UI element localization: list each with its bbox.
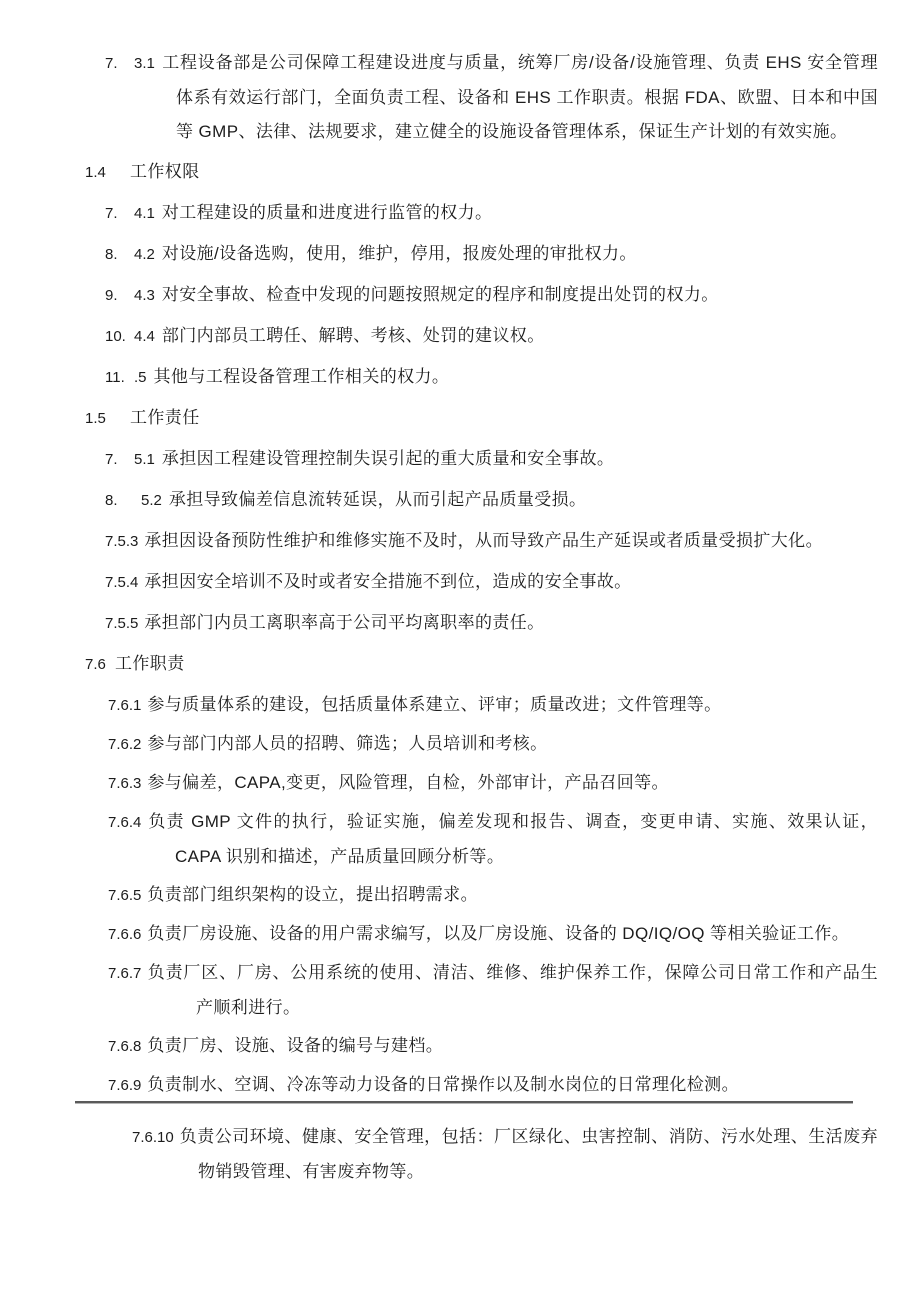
list-number: 7. xyxy=(105,451,118,468)
clause-number: 4.4 xyxy=(134,328,155,345)
list-item-4-4 xyxy=(0,319,878,354)
clause-text: 参与偏差，CAPA,变更，风险管理，自检，外部审计，产品召回等。 xyxy=(147,773,669,792)
section-heading-7-6 xyxy=(85,647,878,682)
clause-text: 负责 GMP 文件的执行，验证实施，偏差发现和报告、调查，变更申请、实施、效果认证，CAPA 识别和描述，产品质量回顾分析等。 xyxy=(147,812,878,866)
list-item-4-5 xyxy=(0,360,878,395)
heading-number: 7.6 xyxy=(85,656,106,673)
list-number: 10. xyxy=(105,328,126,345)
clause-number: 3.1 xyxy=(134,55,155,72)
clause-text: 对工程建设的质量和进度进行监管的权力。 xyxy=(161,203,493,222)
clause-text: 部门内部员工聘任、解聘、考核、处罚的建议权。 xyxy=(161,326,545,345)
clause-number: 7.6.3 xyxy=(108,775,142,792)
list-item-4-1 xyxy=(0,196,878,231)
heading-number: 1.4 xyxy=(85,164,106,181)
list-item-7-5-3 xyxy=(0,524,878,559)
clause-number: 7.6.5 xyxy=(108,887,142,904)
clause-number: 4.1 xyxy=(134,205,155,222)
clause-text: 负责厂房设施、设备的用户需求编写，以及厂房设施、设备的 DQ/IQ/OQ 等相关验证工作。 xyxy=(147,924,850,943)
clause-text: 参与质量体系的建设，包括质量体系建立、评审；质量改进；文件管理等。 xyxy=(147,695,722,714)
clause-text: 承担部门内员工离职率高于公司平均离职率的责任。 xyxy=(144,613,545,632)
clause-number: 5.1 xyxy=(134,451,155,468)
clause-text: 负责厂区、厂房、公用系统的使用、清洁、维修、维护保养工作，保障公司日常工作和产品生产顺利进行。 xyxy=(147,963,878,1017)
list-item-7-6-5 xyxy=(0,878,878,913)
list-item-7-5-5 xyxy=(0,606,878,641)
clause-number: 7.6.2 xyxy=(108,736,142,753)
list-item-7-6-8 xyxy=(0,1029,878,1064)
clause-number: 7.5.4 xyxy=(105,574,139,591)
clause-text: 负责部门组织架构的设立，提出招聘需求。 xyxy=(147,885,478,904)
heading-title: 工作责任 xyxy=(130,408,200,427)
list-item-7-6-9 xyxy=(0,1068,878,1103)
clause-text: 承担导致偏差信息流转延误，从而引起产品质量受损。 xyxy=(168,490,587,509)
list-item-7-6-2 xyxy=(0,727,878,762)
clause-text: 其他与工程设备管理工作相关的权力。 xyxy=(153,367,450,386)
heading-title: 工作职责 xyxy=(115,654,185,673)
clause-number: 4.2 xyxy=(134,246,155,263)
list-number: 7. xyxy=(105,205,118,222)
clause-text: 承担因设备预防性维护和维修实施不及时，从而导致产品生产延误或者质量受损扩大化。 xyxy=(144,531,823,550)
clause-text: 承担因工程建设管理控制失误引起的重大质量和安全事故。 xyxy=(161,449,615,468)
list-item-4-2 xyxy=(0,237,878,272)
clause-text: 负责厂房、设施、设备的编号与建档。 xyxy=(147,1036,444,1055)
list-item-5-1 xyxy=(0,442,878,477)
clause-number: 7.6.10 xyxy=(132,1129,174,1146)
clause-number: 7.5.5 xyxy=(105,615,139,632)
clause-number: 7.5.3 xyxy=(105,533,139,550)
clause-text: 对设施/设备选购，使用，维护，停用，报废处理的审批权力。 xyxy=(161,244,637,263)
list-item-7-6-7 xyxy=(0,956,878,1025)
list-item-4-3 xyxy=(0,278,878,313)
clause-number: 7.6.9 xyxy=(108,1077,142,1094)
list-item-5-2: 8. 5.2 承担导致偏差信息流转延误，从而引起产品质量受损。 xyxy=(0,483,878,518)
list-item-7-5-4 xyxy=(0,565,878,600)
list-number: 8. xyxy=(105,246,118,263)
clause-number: 7.6.4 xyxy=(108,814,142,831)
clause-number: 7.6.7 xyxy=(108,965,142,982)
list-number: 9. xyxy=(105,287,118,304)
list-item-7-6-6 xyxy=(0,917,878,952)
list-item-7-6-3 xyxy=(0,766,878,801)
list-item-3-1 xyxy=(0,46,878,149)
list-item-7-6-10 xyxy=(0,1120,878,1189)
clause-number: 4.3 xyxy=(134,287,155,304)
list-item-7-6-4 xyxy=(0,805,878,874)
clause-number: 7.6.8 xyxy=(108,1038,142,1055)
clause-text: 工程设备部是公司保障工程建设进度与质量，统筹厂房/设备/设施管理、负责 EHS 安全管理体系有效运行部门，全面负责工程、设备和 EHS 工作职责。根据 FDA、欧盟、日本和中国等 GMP、法律、法规要求，建立健全的设施设备管理体系，保证生产计划的有效实施。 xyxy=(161,53,878,141)
section-heading-1-4 xyxy=(85,155,878,190)
clause-number: 7.6.1 xyxy=(108,697,142,714)
clause-text: 对安全事故、检查中发现的问题按照规定的程序和制度提出处罚的权力。 xyxy=(161,285,719,304)
list-number: 7. xyxy=(105,55,118,72)
heading-number: 1.5 xyxy=(85,410,106,427)
list-number: 8. xyxy=(105,492,118,509)
list-item-7-6-1 xyxy=(0,688,878,723)
clause-number: 7.6.6 xyxy=(108,926,142,943)
list-number: 11. xyxy=(105,369,125,386)
section-heading-1-5 xyxy=(85,401,878,436)
heading-title: 工作权限 xyxy=(130,162,200,181)
clause-text: 负责公司环境、健康、安全管理，包括：厂区绿化、虫害控制、消防、污水处理、生活废弃物销毁管理、有害废弃物等。 xyxy=(179,1127,878,1181)
clause-text: 负责制水、空调、冷冻等动力设备的日常操作以及制水岗位的日常理化检测。 xyxy=(147,1075,739,1094)
clause-text: 参与部门内部人员的招聘、筛选；人员培训和考核。 xyxy=(147,734,548,753)
clause-number: .5 xyxy=(134,369,147,386)
clause-text: 承担因安全培训不及时或者安全措施不到位，造成的安全事故。 xyxy=(144,572,632,591)
